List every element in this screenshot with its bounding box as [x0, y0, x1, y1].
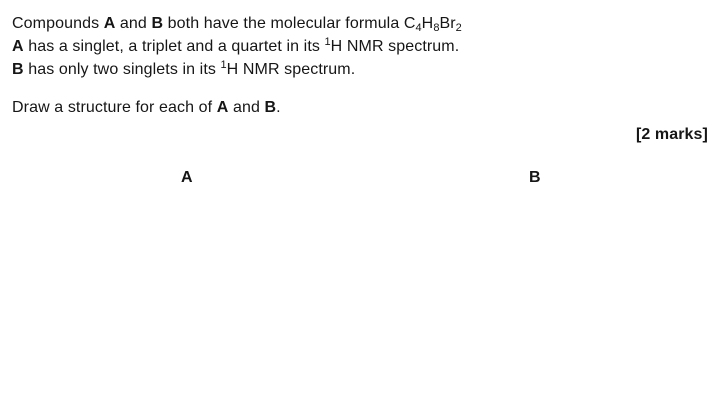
question-instruction: Draw a structure for each of A and B.: [12, 99, 281, 116]
question-line-compound-a-nmr: A has a singlet, a triplet and a quartet in its $^1$H NMR spectrum.: [12, 36, 460, 55]
question-line-molecular-formula: Compounds A and B both have the molecular formula $C_4H_8Br_2$: [12, 15, 462, 34]
question-line-compound-b-nmr: B has only two singlets in its $^1$H NMR spectrum.: [12, 59, 356, 78]
structure-label-b: B: [529, 169, 541, 186]
structure-answer-area-a: [40, 192, 340, 402]
structure-answer-area-b: [390, 192, 690, 402]
structure-label-a: A: [181, 169, 193, 186]
question-text-block: [12, 13, 462, 82]
marks-label: [2 marks]: [635, 126, 708, 143]
